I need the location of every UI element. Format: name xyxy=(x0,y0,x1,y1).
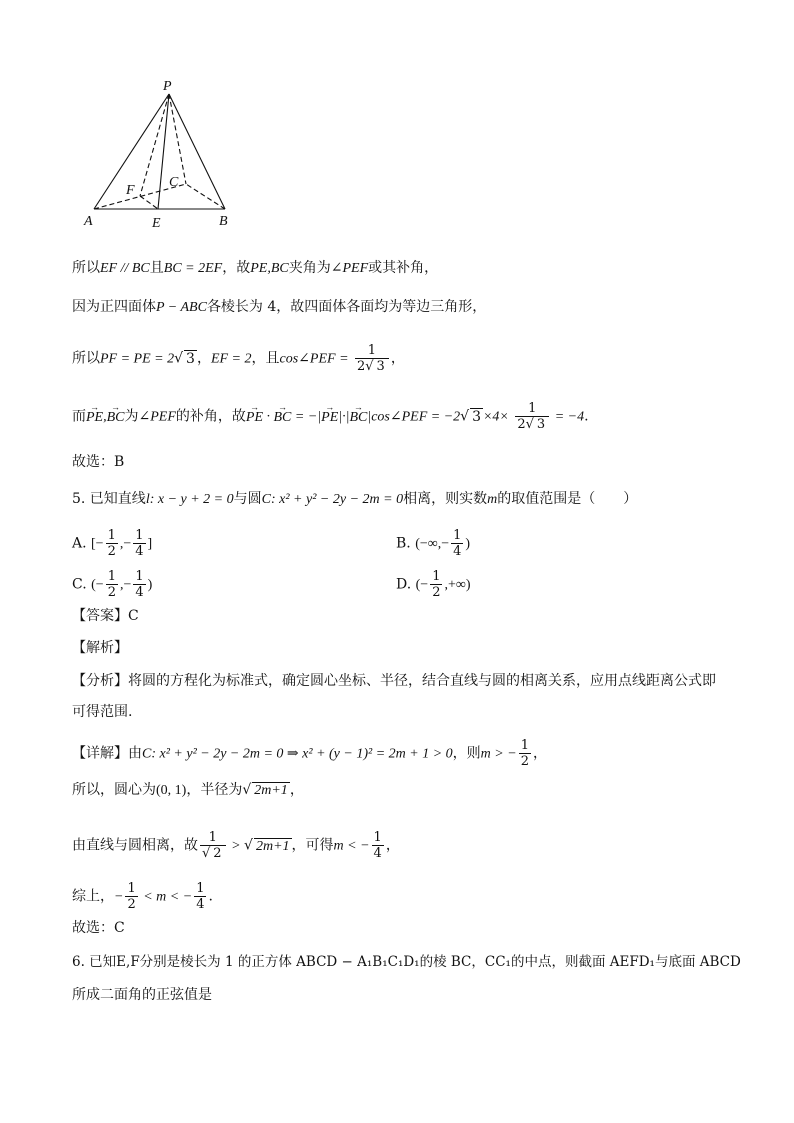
tetrahedron-figure xyxy=(0,0,794,240)
option-c[interactable]: C. (− $\frac{1}{2}$ ,− $\frac{1}{4}$ ) xyxy=(72,569,153,600)
solution-line-2: 因为正四面体P − ABC各棱长为 4，故四面体各面均为等边三角形， xyxy=(72,299,487,315)
solution-line-1: 所以EF // BC且BC = 2EF，故PE,BC夹角为∠PEF或其补角， xyxy=(72,260,439,276)
analysis-tag: 【解析】 xyxy=(72,640,128,656)
label-f: F xyxy=(126,183,135,198)
answer-q5: 故选：C xyxy=(72,920,125,936)
segment-ef xyxy=(140,196,158,209)
detail-line-4: 综上，− $\frac{1}{2}$ < m < − $\frac{1}{4}$ . xyxy=(72,881,213,912)
detail-line-2: 所以，圆心为(0, 1)，半径为√ 2m+1 ， xyxy=(72,782,304,798)
option-d[interactable]: D. (− $\frac{1}{2}$ ,+∞) xyxy=(396,569,471,600)
answer-q4: 故选：B xyxy=(72,454,125,470)
question-6-line-1: 6. 已知E,F分别是棱长为 1 的正方体 ABCD − A₁B₁C₁D₁的棱 BC，CC₁的中点，则截面 AEFD₁与底面 ABCD xyxy=(72,954,741,970)
edge-pc xyxy=(169,94,186,184)
question-6-line-2: 所成二面角的正弦值是 xyxy=(72,987,212,1003)
label-p: P xyxy=(163,79,172,94)
segment-pe xyxy=(158,94,169,209)
answer-tag: 【答案】C xyxy=(72,608,139,624)
detail-line-1: 【详解】由C: x² + y² − 2y − 2m = 0 ⇒ x² + (y − 1)² = 2m + 1 > 0，则m > − $\frac{1}{2}$ ， xyxy=(72,738,547,769)
solution-line-4: 而→ PE,→ BC为∠PEF的补角，故→ PE · → BC = −|→ PE|·|→ BC|cos∠PEF = −2√ 3 ×4× $\frac{1}{2√ 3}$ = −4. xyxy=(72,401,589,432)
label-c: C xyxy=(169,175,179,190)
fraction: $\frac{1}{2√ 3}$ xyxy=(355,343,389,374)
edge-pb xyxy=(169,94,225,209)
question-5-stem: 5. 已知直线l: x − y + 2 = 0与圆C: x² + y² − 2y − 2m = 0相离，则实数m的取值范围是（ ） xyxy=(72,491,638,507)
option-b[interactable]: B. (−∞,− $\frac{1}{4}$ ) xyxy=(396,528,471,559)
solution-line-3: 所以PF = PE = 2√ 3 ，EF = 2，且cos∠PEF = $\frac{1}{2√ 3}$ ， xyxy=(72,343,405,374)
label-b: B xyxy=(219,214,228,229)
fraction: $\frac{1}{2√ 3}$ xyxy=(515,401,549,432)
option-a[interactable]: A. [− $\frac{1}{2}$ ,− $\frac{1}{4}$ ] xyxy=(72,528,153,559)
analysis-line-2: 可得范围. xyxy=(72,704,133,720)
detail-line-3: 由直线与圆相离，故 $\frac{1}{√ 2}$ > √ 2m+1 ，可得m < − $\frac{1}{4}$ ， xyxy=(72,830,400,861)
label-a: A xyxy=(84,214,93,229)
label-e: E xyxy=(152,216,161,231)
analysis-line-1: 【分析】将圆的方程化为标准式，确定圆心坐标、半径，结合直线与圆的相离关系，应用点线距离公式即 xyxy=(72,673,716,689)
